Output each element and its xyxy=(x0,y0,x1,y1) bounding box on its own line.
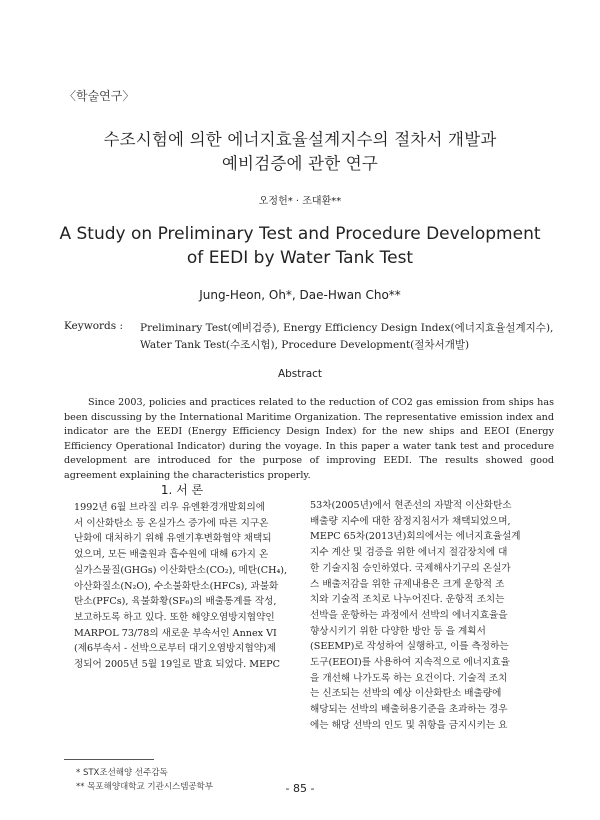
body-right-line: 는 신조되는 선박의 예상 이산화탄소 배출량에 xyxy=(310,688,502,700)
body-left-line: 었으며, 모든 배출원과 흡수원에 대해 6가지 온 xyxy=(74,549,269,561)
body-right-line: 에는 해당 선박의 인도 및 취항을 금지시키는 요 xyxy=(310,719,508,731)
page-number: - 85 - xyxy=(285,782,315,795)
body-right-line: 지수 계산 및 검증을 위한 에너지 절감장치에 대 xyxy=(310,547,508,559)
body-left-line: 서 이산화탄소 등 온실가스 증가에 따른 지구온 xyxy=(74,517,269,529)
body-right-line: 해당되는 선박의 배출허용기준을 초과하는 경우 xyxy=(310,704,508,716)
body-left-line: 탄소(PFCs), 육불화황(SF₆)의 배출통계를 작성, xyxy=(74,596,277,608)
english-authors: Jung-Heon, Oh*, Dae-Hwan Cho** xyxy=(199,288,401,302)
body-left-line: 보고하도록 하고 있다. 또한 해양오염방지협약인 xyxy=(74,611,275,623)
body-left-line: 정되어 2005년 5월 19일로 발효 되었다. MEPC xyxy=(74,659,280,671)
body-left-line: MARPOL 73/78의 새로운 부속서인 Annex VI xyxy=(74,627,277,639)
footnote-rule xyxy=(64,759,154,760)
keywords-label: Keywords : xyxy=(64,320,124,332)
abstract-heading: Abstract xyxy=(277,368,323,380)
body-right-line: 스 배출저감을 위한 규제내용은 크게 운항적 조 xyxy=(310,578,505,590)
body-right-line: 치와 기술적 조치로 나누어진다. 운항적 조치는 xyxy=(310,594,505,606)
body-right-line: MEPC 65차(2013년)회의에서는 에너지효율설계 xyxy=(310,531,521,543)
korean-title-line-1: 수조시험에 의한 에너지효율설계지수의 절차서 개발과 xyxy=(103,130,497,149)
english-title-line-2: of EEDI by Water Tank Test xyxy=(186,248,414,268)
korean-authors: 오정헌* · 조대환** xyxy=(258,196,342,207)
body-right-line: (SEEMP)로 작성하여 실행하고, 이를 측정하는 xyxy=(310,641,509,653)
body-right-line: 도구(EEOI)를 사용하여 지속적으로 에너지효율 xyxy=(310,657,510,669)
body-column-right xyxy=(310,498,548,734)
body-right-line: 배출량 지수에 대한 잠정지침서가 채택되었으며, xyxy=(310,515,511,527)
english-title-line-1: A Study on Preliminary Test and Procedure Development xyxy=(59,224,541,244)
body-right-line: 53차(2005년)에서 현존선의 자발적 이산화탄소 xyxy=(310,500,512,511)
keywords-line-2: Water Tank Test(수조시험), Procedure Development(절차서개발) xyxy=(140,339,470,351)
korean-title-line-2: 예비검증에 관한 연구 xyxy=(221,154,379,173)
footnote-1: * STX조선해양 선주감독 xyxy=(76,768,168,778)
body-left-line: 아산화질소(N₂O), 수소불화탄소(HFCs), 과불화 xyxy=(74,580,279,592)
body-right-line: 선박을 운항하는 과정에서 선박의 에너지효율을 xyxy=(310,609,508,621)
body-right-line: 한 기술지침 승인하였다. 국제해사기구의 온실가 xyxy=(310,562,511,574)
body-right-line: 을 개선해 나가도록 하는 요건이다. 기술적 조치 xyxy=(310,672,508,684)
body-left-line: 1992년 6월 브라질 리우 유엔환경개발회의에 xyxy=(74,502,265,513)
body-right-line: 향상시키기 위한 다양한 방안 등 을 계획서 xyxy=(310,625,486,637)
footnote-2: ** 목포해양대학교 기관시스템공학부 xyxy=(76,782,214,792)
section-1-heading: 1. 서 론 xyxy=(160,483,204,497)
body-left-line: 난화에 대처하기 위해 유엔기후변화협약 채택되 xyxy=(74,533,272,545)
body-left-line: 실가스물질(GHGs) 이산화탄소(CO₂), 메탄(CH₄), xyxy=(74,564,288,576)
section-tag: 〈학술연구〉 xyxy=(64,89,135,103)
body-column-left xyxy=(64,500,300,673)
keywords-line-1: Preliminary Test(예비검증), Energy Efficiency Design Index(에너지효율설계지수), xyxy=(140,322,554,334)
body-left-line: (제6부속서 - 선박으로부터 대기오염방지협약)제 xyxy=(74,643,277,655)
abstract-text: Since 2003, policies and practices related to the reduction of CO2 gas emission from ships has been discussing by the International Maritime Organization. The representative emission index and indicator are the EEDI (Energy Efficiency Design Index) for the new ships and EEOI (Energy Efficiency Operational Indicator) during the voyage. In this paper a water tank test and procedure development are introduced for the purpose of improving EEDI. The results showed good agreement explaining the characteristics properly. xyxy=(64,397,554,481)
